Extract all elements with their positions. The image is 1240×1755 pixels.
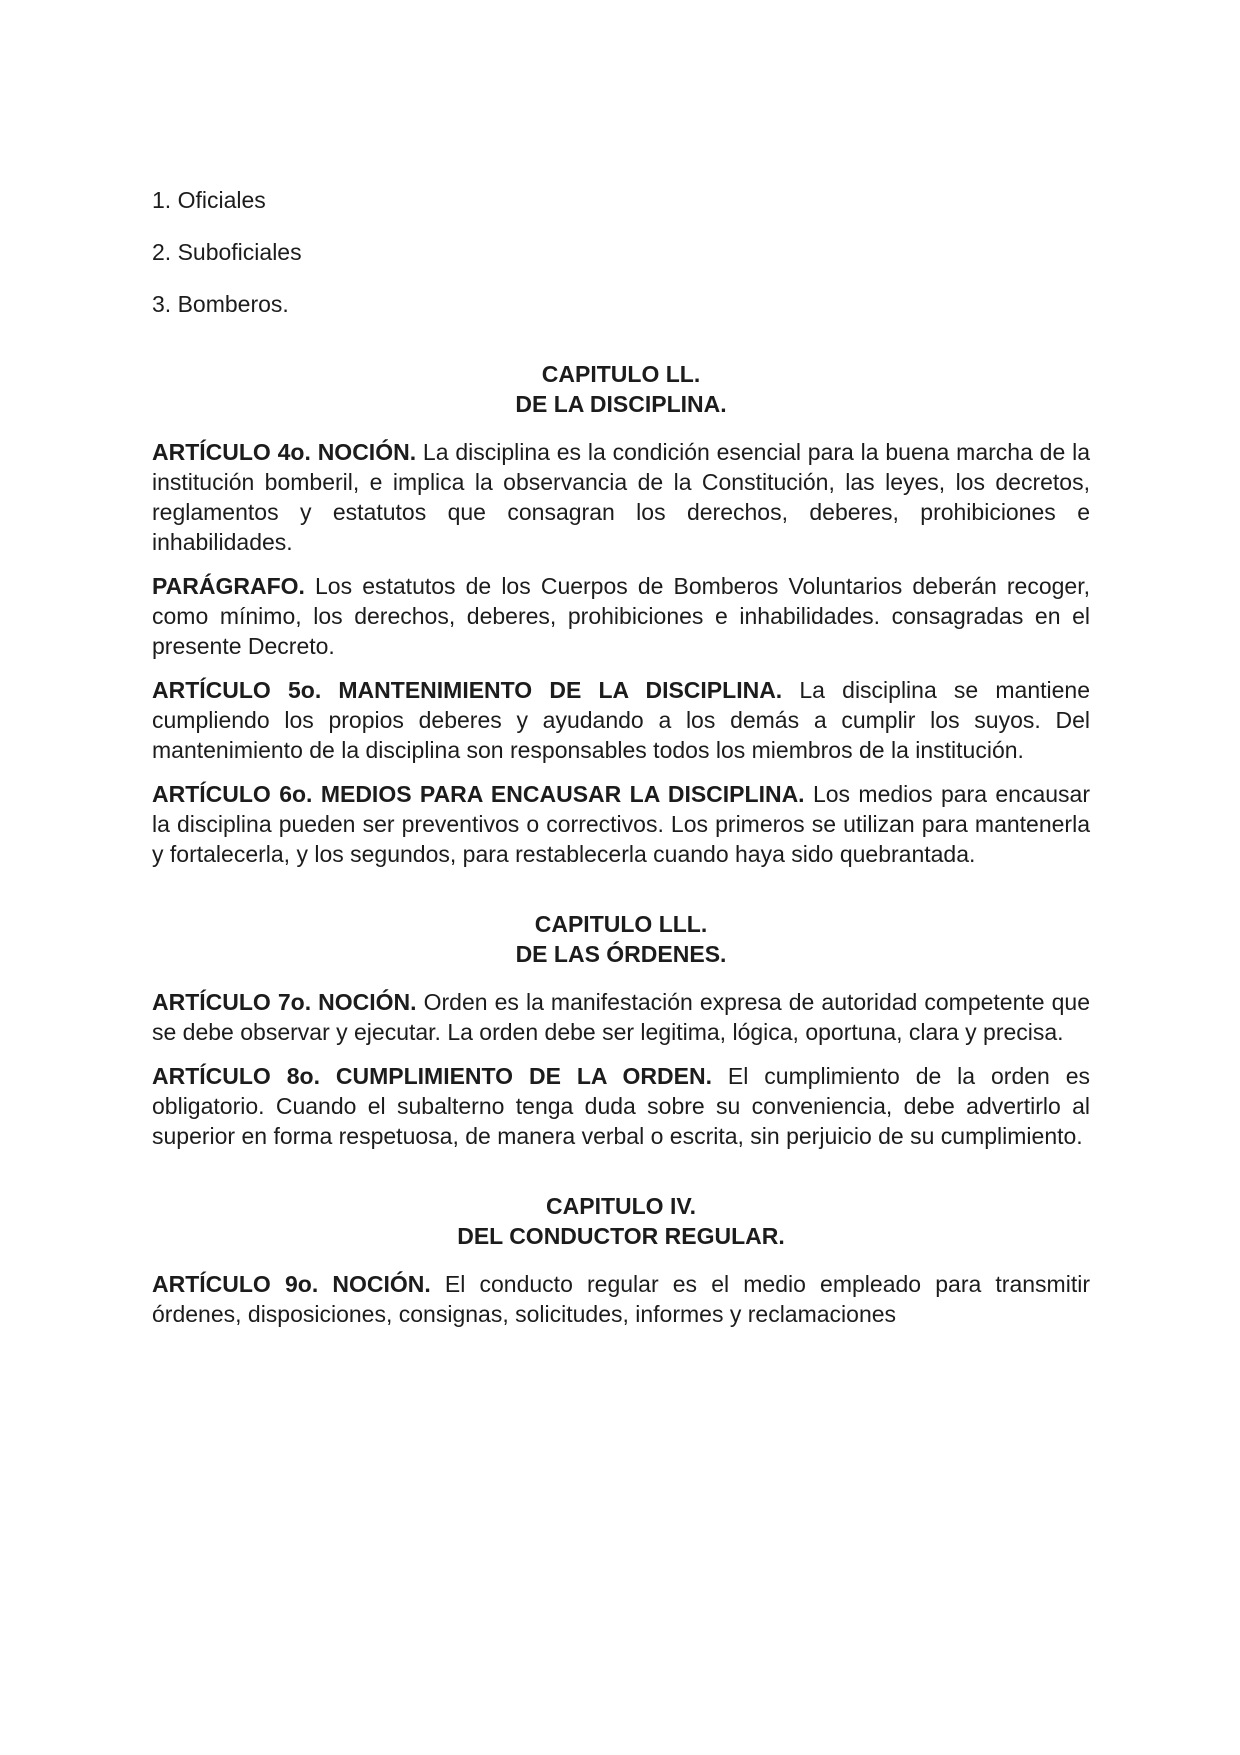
- chapter-4-heading: [152, 1191, 1090, 1251]
- paragrafo-body: Los estatutos de los Cuerpos de Bomberos Voluntarios deberán recoger, como mínimo, los derechos, deberes, prohibiciones e inhabilidades. consagradas en el presente Decreto.: [152, 573, 1090, 659]
- chapter-2-subtitle: DE LA DISCIPLINA.: [515, 391, 727, 417]
- article-8-paragraph: [152, 1061, 1090, 1151]
- article-4-heading: ARTÍCULO 4o. NOCIÓN.: [152, 439, 417, 465]
- chapter-3-heading: [152, 909, 1090, 969]
- article-4-paragraph: [152, 437, 1090, 557]
- article-6-heading: ARTÍCULO 6o. MEDIOS PARA ENCAUSAR LA DISCIPLINA.: [152, 781, 805, 807]
- article-9-heading: ARTÍCULO 9o. NOCIÓN.: [152, 1271, 431, 1297]
- chapter-4-subtitle: DEL CONDUCTOR REGULAR.: [457, 1223, 785, 1249]
- paragrafo-paragraph: [152, 571, 1090, 661]
- list-item-bomberos: 3. Bomberos.: [152, 291, 289, 317]
- chapter-2-title: CAPITULO LL.: [541, 361, 701, 387]
- article-6-body: Los medios para encausar la disciplina pueden ser preventivos o correctivos. Los primeros se utilizan para mantenerla y fortalecerla, y los segundos, para restablecerla cuando haya sido quebrantada.: [152, 781, 1090, 867]
- paragrafo-heading: PARÁGRAFO.: [152, 573, 305, 599]
- article-8-body: El cumplimiento de la orden es obligatorio. Cuando el subalterno tenga duda sobre su conveniencia, debe advertirlo al superior en forma respetuosa, de manera verbal o escrita, sin perjuicio de su cumplimiento.: [152, 1063, 1091, 1149]
- list-item-oficiales: 1. Oficiales: [152, 187, 266, 213]
- article-9-body: El conducto regular es el medio empleado para transmitir órdenes, disposiciones, consignas, solicitudes, informes y reclamaciones: [152, 1271, 1090, 1327]
- article-7-paragraph: [152, 987, 1090, 1047]
- article-9-paragraph: [152, 1269, 1090, 1329]
- chapter-3-subtitle: DE LAS ÓRDENES.: [515, 941, 727, 967]
- article-4-body: La disciplina es la condición esencial para la buena marcha de la institución bomberil, e implica la observancia de la Constitución, las leyes, los decretos, reglamentos y estatutos que consagran los derechos, deberes, prohibiciones e inhabilidades.: [152, 439, 1090, 555]
- article-5-paragraph: [152, 675, 1090, 765]
- chapter-3-title: CAPITULO LLL.: [534, 911, 708, 937]
- chapter-4-title: CAPITULO IV.: [546, 1193, 696, 1219]
- article-6-paragraph: [152, 779, 1090, 869]
- article-7-body: Orden es la manifestación expresa de autoridad competente que se debe observar y ejecutar. La orden debe ser legitima, lógica, oportuna, clara y precisa.: [152, 989, 1090, 1045]
- article-5-body: La disciplina se mantiene cumpliendo los propios deberes y ayudando a los demás a cumplir los suyos. Del mantenimiento de la disciplina son responsables todos los miembros de la institución.: [152, 677, 1091, 763]
- chapter-2-heading: [152, 359, 1090, 419]
- article-8-heading: ARTÍCULO 8o. CUMPLIMIENTO DE LA ORDEN.: [152, 1063, 712, 1089]
- article-7-heading: ARTÍCULO 7o. NOCIÓN.: [152, 989, 417, 1015]
- article-5-heading: ARTÍCULO 5o. MANTENIMIENTO DE LA DISCIPLINA.: [152, 677, 783, 703]
- list-item-suboficiales: 2. Suboficiales: [152, 239, 302, 265]
